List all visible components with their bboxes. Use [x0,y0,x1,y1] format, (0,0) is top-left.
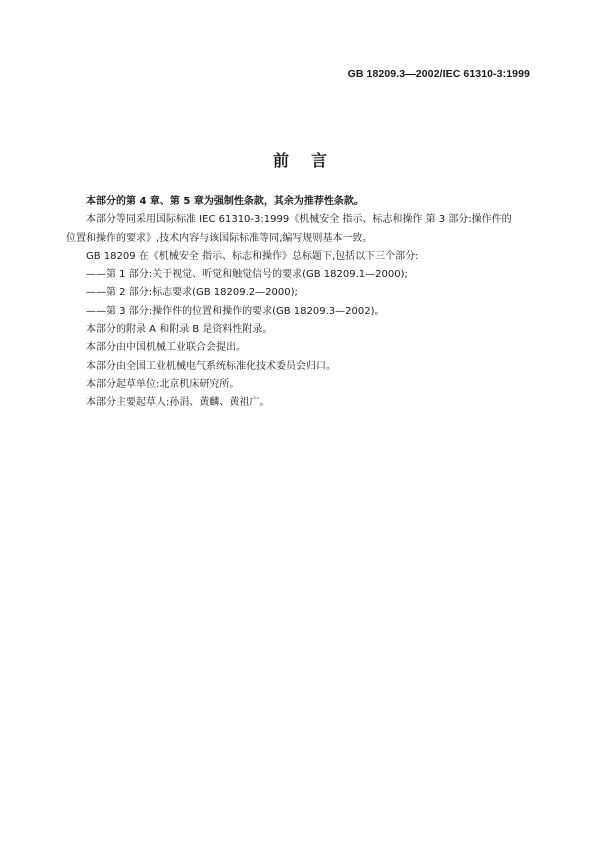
standard-code: GB 18209.3—2002/IEC 61310-3:1999 [347,68,530,80]
list-item-part-3: ——第 3 部分:操作件的位置和操作的要求(GB 18209.3—2002)。 [86,305,385,317]
paragraph-mandatory-clauses: 本部分的第 4 章、第 5 章为强制性条款，其余为推荐性条款。 [86,196,364,207]
paragraph-series-intro: GB 18209 在《机械安全 指示、标志和操作》总标题下,包括以下三个部分: [86,250,419,262]
paragraph-drafters: 本部分主要起草人:孙涓、黄麟、黄祖广。 [86,397,270,409]
paragraph-drafting-unit: 本部分起草单位:北京机床研究所。 [86,378,240,390]
paragraph-proposed-by: 本部分由中国机械工业联合会提出。 [86,342,246,354]
paragraph-adoption: 本部分等同采用国际标准 IEC 61310-3:1999《机械安全 指示、标志和操作 第 3 部分:操作件的 [86,214,512,226]
list-item-part-1: ——第 1 部分:关于视觉、听觉和触觉信号的要求(GB 18209.1—2000); [86,269,408,281]
paragraph-annexes: 本部分的附录 A 和附录 B 是资料性附录。 [86,324,273,336]
page-title: 前言 [272,151,349,170]
list-item-part-2: ——第 2 部分:标志要求(GB 18209.2—2000); [86,287,298,299]
preface-body [66,193,540,413]
paragraph-adoption-continued: 位置和操作的要求》,技术内容与该国际标准等同,编写规则基本一致。 [66,232,373,244]
paragraph-technical-committee: 本部分由全国工业机械电气系统标准化技术委员会归口。 [86,360,336,372]
